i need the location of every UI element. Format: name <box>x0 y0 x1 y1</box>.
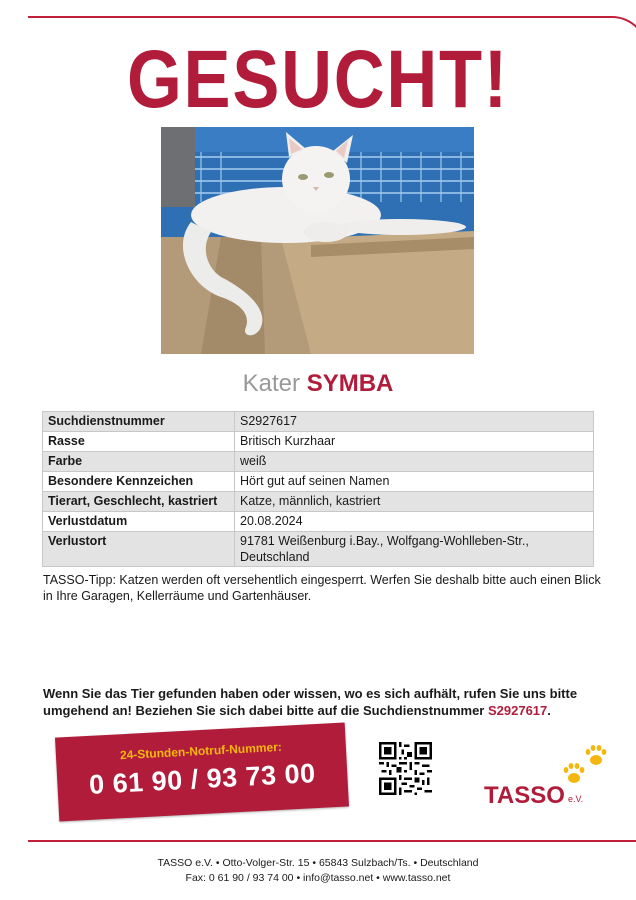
headline: GESUCHT! <box>126 34 510 125</box>
table-row <box>43 512 594 532</box>
detail-label: Rasse <box>43 432 235 452</box>
detail-label: Tierart, Geschlecht, kastriert <box>43 492 235 512</box>
hotline-banner <box>55 722 349 821</box>
table-row <box>43 472 594 492</box>
table-row <box>43 532 594 567</box>
footer-address: TASSO e.V. • Otto-Volger-Str. 15 • 65843 Sulzbach/Ts. • Deutschland <box>157 857 479 869</box>
paw-icon <box>562 742 610 788</box>
pet-name-value: SYMBA <box>306 370 394 397</box>
appeal-text <box>43 685 603 719</box>
detail-label: Farbe <box>43 452 235 472</box>
tasso-tip: TASSO-Tipp: Katzen werden oft versehentlich eingesperrt. Werfen Sie deshalb bitte auch einen Blick in Ihre Garagen, Kellerräume und Gartenhäuser. <box>43 573 601 603</box>
detail-label: Suchdienstnummer <box>43 412 235 432</box>
appeal-body: Wenn Sie das Tier gefunden haben oder wissen, wo es sich aufhält, rufen Sie uns bitte umgehend an! Beziehen Sie sich dabei bitte auf die Suchdienstnummer <box>43 686 578 718</box>
detail-label: Verlustort <box>43 532 235 567</box>
footer-contact: Fax: 0 61 90 / 93 74 00 • info@tasso.net • www.tasso.net <box>185 872 451 884</box>
footer-divider <box>28 840 636 842</box>
hotline-label: 24-Stunden-Notruf-Nummer: <box>119 739 283 763</box>
pet-name <box>0 366 636 402</box>
appeal-search-number: S2927617 <box>487 703 548 718</box>
table-row <box>43 452 594 472</box>
logo-name: TASSO <box>484 782 565 809</box>
table-row <box>43 492 594 512</box>
detail-value: 20.08.2024 <box>235 512 594 532</box>
detail-value: Katze, männlich, kastriert <box>235 492 594 512</box>
detail-value: 91781 Weißenburg i.Bay., Wolfgang-Wohlleben-Str., Deutschland <box>235 532 594 567</box>
pet-title-prefix: Kater <box>242 370 301 397</box>
table-row <box>43 412 594 432</box>
detail-label: Besondere Kennzeichen <box>43 472 235 492</box>
detail-value: Britisch Kurzhaar <box>235 432 594 452</box>
detail-value: weiß <box>235 452 594 472</box>
footer <box>0 856 636 886</box>
detail-value: Hört gut auf seinen Namen <box>235 472 594 492</box>
details-table <box>42 411 594 567</box>
appeal-end: . <box>547 703 551 718</box>
table-row <box>43 432 594 452</box>
tasso-logo <box>470 742 610 812</box>
qr-code[interactable] <box>379 742 432 795</box>
detail-label: Verlustdatum <box>43 512 235 532</box>
logo-suffix: e.V. <box>568 794 584 804</box>
detail-value: S2927617 <box>235 412 594 432</box>
hotline-phone[interactable]: 0 61 90 / 93 73 00 <box>88 758 317 800</box>
cat-photo <box>161 127 474 354</box>
